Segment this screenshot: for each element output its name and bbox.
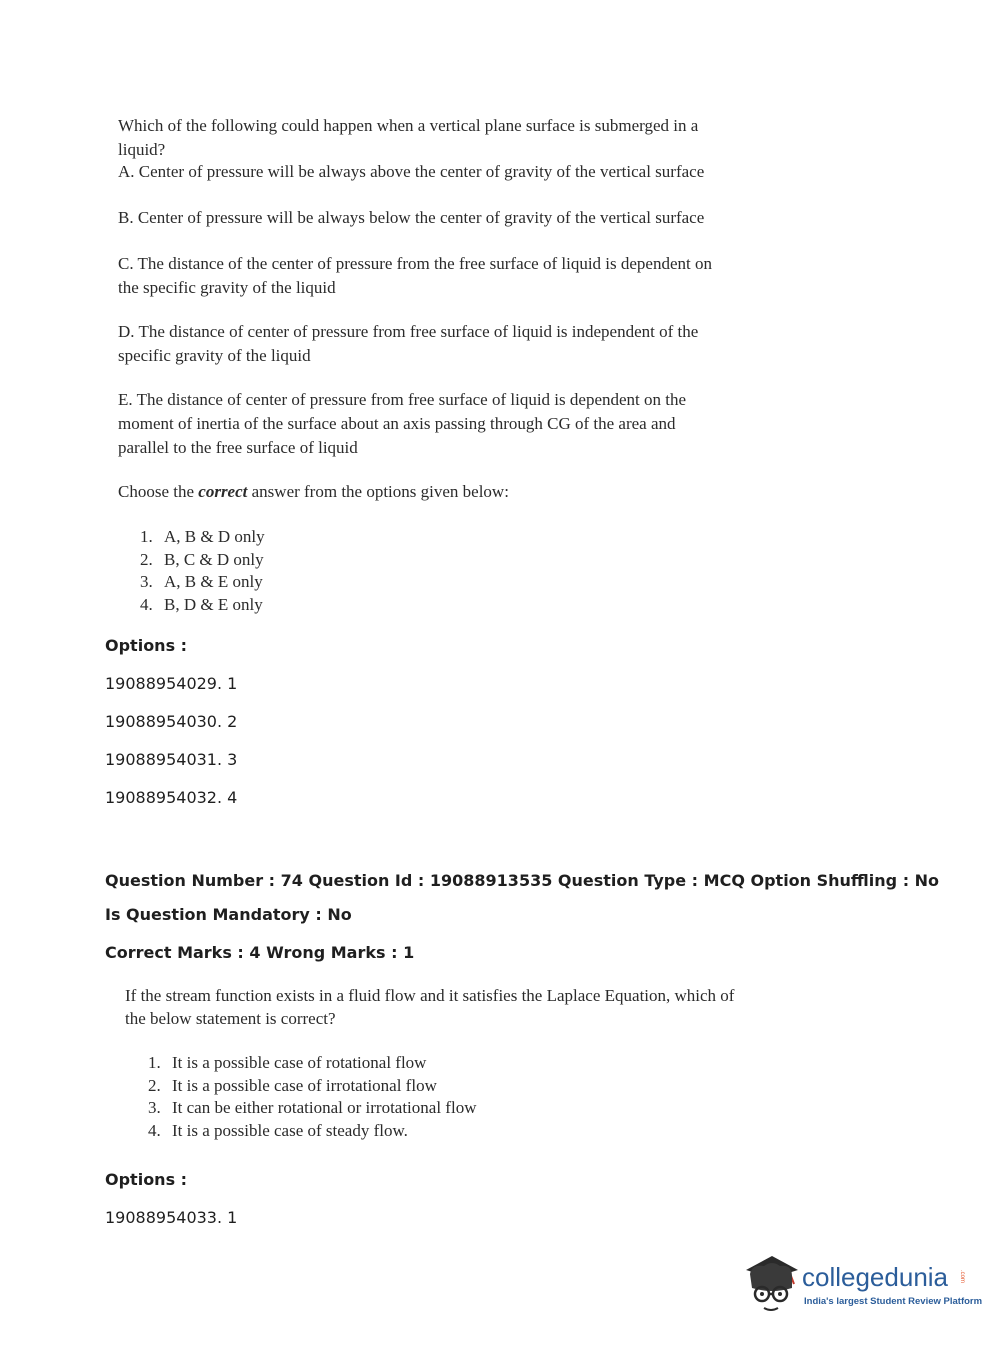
q1-option-1: 19088954029. 1 (105, 674, 238, 693)
q1-statement-d: D. The distance of center of pressure from free surface of liquid is independent of the specific gravity of the liquid (118, 322, 699, 365)
q1-choose-instruction (118, 480, 718, 504)
q1-options-label: Options : (105, 636, 188, 655)
q2-options-label: Options : (105, 1170, 188, 1189)
logo-com: .com (959, 1270, 965, 1284)
q1-choice-2: 2. B, C & D only (140, 549, 264, 569)
q1-stem: Which of the following could happen when a vertical plane surface is submerged in a liquid? (118, 116, 699, 159)
q2-choice-1: 1. It is a possible case of rotational flow (148, 1053, 427, 1072)
q1-option-4: 19088954032. 4 (105, 788, 238, 807)
choose-emphasis: correct (198, 482, 248, 501)
q2-option-1: 19088954033. 1 (105, 1208, 238, 1227)
collegedunia-logo[interactable] (742, 1248, 983, 1318)
q1-statement-a: A. Center of pressure will be always above the center of gravity of the vertical surface (118, 162, 705, 181)
q2-choice-list (148, 1052, 476, 1142)
q1-statement-c: C. The distance of the center of pressure from the free surface of liquid is dependent on the specific gravity of the liquid (118, 254, 712, 297)
q1-statement-e: E. The distance of center of pressure from free surface of liquid is dependent on the moment of inertia of the surface about an axis passing through CG of the area and parallel to the free surface of liquid (118, 390, 687, 457)
choose-prefix: Choose the (118, 482, 199, 501)
logo-wordmark: collegedunia (802, 1262, 949, 1292)
q1-statement-b: B. Center of pressure will be always below the center of gravity of the vertical surface (118, 208, 705, 227)
q1-choice-list (140, 526, 265, 616)
q2-marks-line: Correct Marks : 4 Wrong Marks : 1 (105, 943, 415, 962)
q1-choice-3: 3. A, B & E only (140, 572, 263, 591)
q1-option-2: 19088954030. 2 (105, 712, 238, 731)
q1-choice-1: 1. A, B & D only (140, 527, 265, 546)
q2-choice-3: 3. It can be either rotational or irrotational flow (148, 1098, 477, 1117)
q2-stem: If the stream function exists in a fluid flow and it satisfies the Laplace Equation, which of the below statement is correct? (125, 986, 735, 1028)
q2-choice-2: 2. It is a possible case of irrotational flow (148, 1075, 437, 1095)
choose-suffix: answer from the options given below: (247, 482, 509, 501)
q2-mandatory-line: Is Question Mandatory : No (105, 905, 352, 924)
logo-tagline: India's largest Student Review Platform (804, 1296, 983, 1307)
q2-header-line: Question Number : 74 Question Id : 19088913535 Question Type : MCQ Option Shuffling : No (105, 871, 940, 890)
q1-choice-4: 4. B, D & E only (140, 594, 263, 614)
q2-choice-4: 4. It is a possible case of steady flow. (148, 1120, 408, 1140)
mascot-icon (742, 1248, 802, 1318)
q1-option-3: 19088954031. 3 (105, 750, 238, 769)
